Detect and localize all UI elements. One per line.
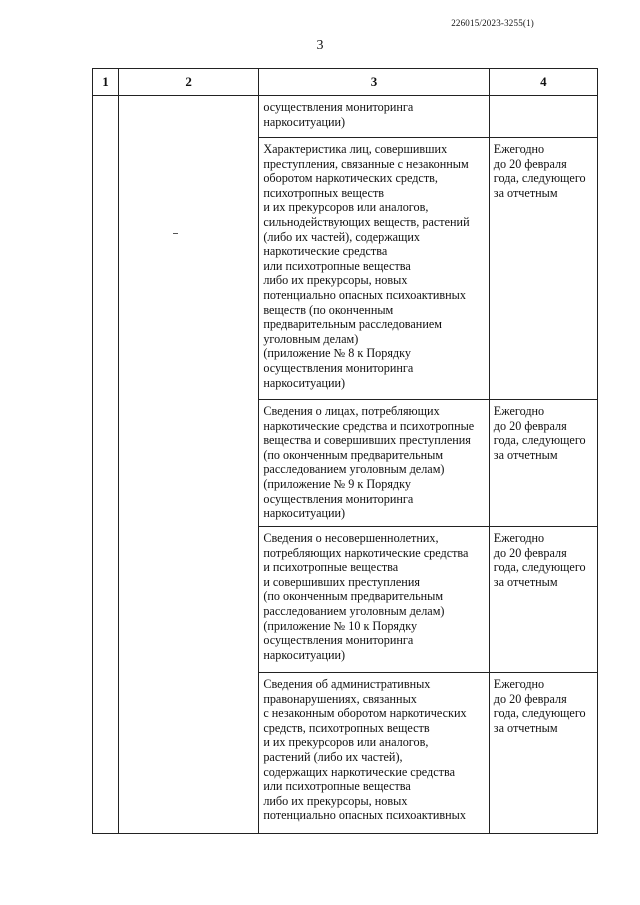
reporting-table (92, 68, 598, 834)
table-row (93, 96, 598, 138)
row-deadline: Ежегодно до 20 февраля года, следующего за отчетным (493, 404, 586, 462)
merged-cell-number (93, 96, 119, 834)
row-description: Сведения об административных правонарушениях, связанных с незаконным оборотом наркотических средств, психотропных веществ и их прекурсоров или аналогов, растений (либо их частей), содержащих наркотические средства или психотропные вещества либо их прекурсоры, новых потенциально опасных психоактивных (263, 677, 467, 823)
table-header-row (93, 69, 598, 96)
column-header-4: 4 (489, 69, 597, 96)
document-registration-number: 226015/2023-3255(1) (451, 18, 534, 28)
row-description: осуществления мониторинга наркоситуации) (263, 100, 414, 129)
deadline-cell (489, 400, 597, 527)
column-header-3: 3 (259, 69, 489, 96)
row-deadline (490, 96, 597, 102)
description-cell (259, 527, 489, 673)
row-description: Сведения о лицах, потребляющих наркотические средства и психотропные вещества и совершивших преступления (по оконченным предварительным расследованием уголовным делам) (приложение № 9 к Порядку осуществления мониторинга наркоситуации) (263, 404, 475, 521)
deadline-cell (489, 673, 597, 834)
deadline-cell (489, 527, 597, 673)
description-cell (259, 96, 489, 138)
row-description: Характеристика лиц, совершивших преступления, связанные с незаконным оборотом наркотических средств, психотропных веществ и их прекурсоров или аналогов, сильнодействующих веществ, растений (либо их частей), содержащих наркотические средства или психотропные вещества либо их прекурсоры, новых потенциально опасных психоактивных веществ (по оконченным предварительным расследованием уголовным делам) (приложение № 8 к Порядку осуществления мониторинга наркоситуации) (263, 142, 470, 390)
column-header-2: 2 (119, 69, 259, 96)
row-deadline: Ежегодно до 20 февраля года, следующего за отчетным (493, 531, 586, 589)
description-cell (259, 138, 489, 400)
merged-cell-section (119, 96, 259, 834)
description-cell (259, 673, 489, 834)
deadline-cell (489, 96, 597, 138)
row-deadline: Ежегодно до 20 февраля года, следующего за отчетным (493, 677, 586, 735)
row-description: Сведения о несовершеннолетних, потребляющих наркотические средства и психотропные вещества и совершивших преступления (по оконченным предварительным расследованием уголовным делам) (приложение № 10 к Порядку осуществления мониторинга наркоситуации) (263, 531, 469, 662)
stray-dash-mark (173, 233, 178, 234)
column-header-1: 1 (93, 69, 119, 96)
row-deadline: Ежегодно до 20 февраля года, следующего за отчетным (493, 142, 586, 200)
description-cell (259, 400, 489, 527)
page-number: 3 (316, 38, 324, 53)
deadline-cell (489, 138, 597, 400)
